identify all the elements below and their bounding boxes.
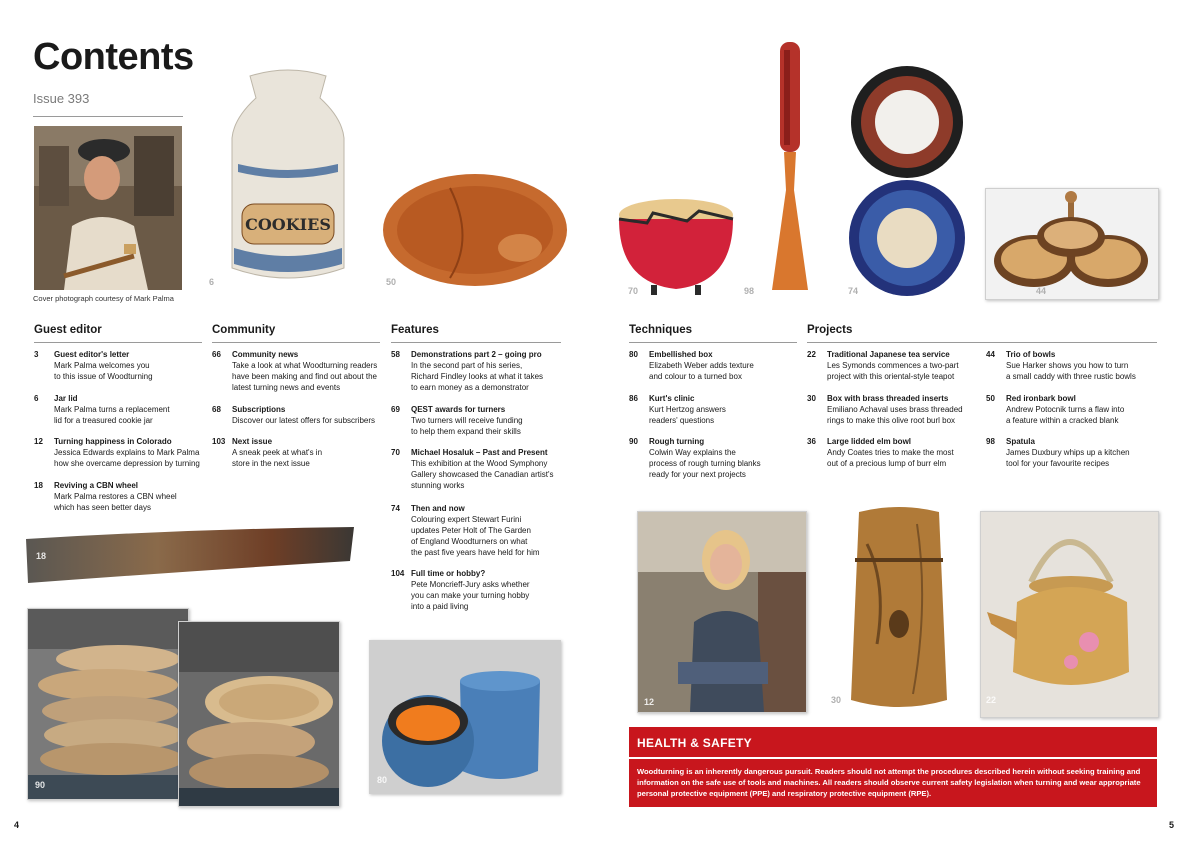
toc-title: Large lidded elm bowl xyxy=(827,437,912,446)
urn-photo xyxy=(847,504,951,712)
toc-title: Next issue xyxy=(232,437,273,446)
toc-title: Michael Hosaluk – Past and Present xyxy=(411,448,548,457)
toc-description: James Duxbury whips up a kitchen tool for your favourite recipes xyxy=(1006,448,1130,468)
toc-entry[interactable] xyxy=(391,447,571,491)
toc-title: Reviving a CBN wheel xyxy=(54,481,139,490)
toc-description: Jessica Edwards explains to Mark Palma how she overcame depression by turning xyxy=(54,448,200,468)
toc-description: Emiliano Achaval uses brass threaded rings to make this olive root burl box xyxy=(827,405,963,425)
toc-entry[interactable] xyxy=(807,393,982,426)
toc-page-number: 74 xyxy=(391,504,400,513)
photo-caption-woman: 12 xyxy=(644,697,655,707)
photo-caption-urn: 30 xyxy=(831,695,842,705)
plates-photo xyxy=(848,66,966,298)
teapot-photo xyxy=(980,511,1159,718)
toc-page-number: 44 xyxy=(986,350,995,359)
toc-title: Traditional Japanese tea service xyxy=(827,350,950,359)
toc-title: Then and now xyxy=(411,504,465,513)
toc-description: Colouring expert Stewart Furini updates Peter Holt of The Garden of England Woodturners on what the past five years have held for him xyxy=(411,515,540,557)
toc-entry[interactable] xyxy=(391,349,571,393)
cbn-wheel-photo xyxy=(24,525,356,587)
toc-page-number: 66 xyxy=(212,350,221,359)
section-rule xyxy=(807,342,1157,343)
photo-caption-stack: 90 xyxy=(35,780,46,790)
toc-description: In the second part of his series, Richard Findley looks at what it takes to earn money as a demonstrator xyxy=(411,361,544,392)
toc-entry[interactable] xyxy=(34,393,204,426)
wooden-bowl-photo xyxy=(380,168,570,290)
toc-page-number: 36 xyxy=(807,437,816,446)
toc-description: Andrew Potocnik turns a flaw into a feature within a cracked blank xyxy=(1006,405,1125,425)
section-heading-projects: Projects xyxy=(807,324,853,336)
photo-caption-jar: 6 xyxy=(209,277,215,287)
toc-page-number: 50 xyxy=(986,394,995,403)
toc-title: Red ironbark bowl xyxy=(1006,394,1076,403)
toc-title: Embellished box xyxy=(649,350,713,359)
toc-description: Mark Palma turns a replacement lid for a treasured cookie jar xyxy=(54,405,170,425)
toc-description: Pete Moncrieff-Jury asks whether you can make your turning hobby into a paid living xyxy=(411,580,530,611)
toc-description: Sue Harker shows you how to turn a small caddy with three rustic bowls xyxy=(1006,361,1136,381)
toc-entry[interactable] xyxy=(629,436,804,480)
toc-page-number: 80 xyxy=(629,350,638,359)
spatula-photo xyxy=(764,40,816,298)
section-heading-features: Features xyxy=(391,324,439,336)
toc-entry[interactable] xyxy=(391,404,571,437)
toc-entry[interactable] xyxy=(986,393,1161,426)
photo-caption-spheres: 80 xyxy=(377,775,388,785)
photo-caption-teapot: 22 xyxy=(986,695,997,705)
toc-title: Trio of bowls xyxy=(1006,350,1056,359)
toc-title: Spatula xyxy=(1006,437,1035,446)
toc-entry[interactable] xyxy=(34,436,209,469)
toc-entry[interactable] xyxy=(391,503,571,558)
toc-entry[interactable] xyxy=(212,436,387,469)
woman-photo xyxy=(637,511,807,713)
photo-caption-bowl: 50 xyxy=(386,277,397,287)
toc-page-number: 30 xyxy=(807,394,816,403)
header-rule xyxy=(33,116,183,117)
section-rule xyxy=(629,342,797,343)
toc-page-number: 18 xyxy=(34,481,43,490)
toc-description: This exhibition at the Wood Symphony Gallery showcased the Canadian artist's stunning works xyxy=(411,459,554,490)
photo-caption-tray: 44 xyxy=(1036,286,1047,296)
toc-entry[interactable] xyxy=(391,568,571,612)
toc-description: Two turners will receive funding to help them expand their skills xyxy=(411,416,523,436)
toc-title: Kurt's clinic xyxy=(649,394,695,403)
bowl-stack-photo-2 xyxy=(178,621,340,807)
tray-photo xyxy=(985,188,1159,300)
toc-page-number: 6 xyxy=(34,394,39,403)
health-safety-heading: HEALTH & SAFETY xyxy=(637,736,752,750)
toc-description: Mark Palma welcomes you to this issue of Woodturning xyxy=(54,361,153,381)
bowl-stack-photo xyxy=(27,608,189,800)
toc-entry[interactable] xyxy=(986,436,1161,469)
section-rule xyxy=(212,342,380,343)
section-heading-community: Community xyxy=(212,324,276,336)
toc-description: Mark Palma restores a CBN wheel which has seen better days xyxy=(54,492,177,512)
toc-entry[interactable] xyxy=(986,349,1161,382)
toc-title: Demonstrations part 2 – going pro xyxy=(411,350,542,359)
toc-title: Community news xyxy=(232,350,299,359)
toc-entry[interactable] xyxy=(807,349,982,382)
toc-description: Take a look at what Woodturning readers have been making and find out about the latest turning news and events xyxy=(232,361,378,392)
page-number-right: 5 xyxy=(1169,820,1175,830)
toc-page-number: 58 xyxy=(391,350,400,359)
toc-entry[interactable] xyxy=(629,349,804,382)
toc-entry[interactable] xyxy=(34,480,204,513)
toc-entry[interactable] xyxy=(212,404,387,426)
toc-description: Colwin Way explains the process of rough turning blanks ready for your next projects xyxy=(649,448,761,479)
toc-title: Full time or hobby? xyxy=(411,569,486,578)
toc-page-number: 90 xyxy=(629,437,638,446)
toc-page-number: 69 xyxy=(391,405,400,414)
photo-caption-wheel: 18 xyxy=(36,551,47,561)
spheres-photo xyxy=(369,640,561,794)
toc-page-number: 98 xyxy=(986,437,995,446)
toc-page-number: 68 xyxy=(212,405,221,414)
section-heading-techniques: Techniques xyxy=(629,324,693,336)
toc-page-number: 104 xyxy=(391,569,405,578)
toc-title: Subscriptions xyxy=(232,405,286,414)
toc-page-number: 22 xyxy=(807,350,816,359)
toc-description: Elizabeth Weber adds texture and colour to a turned box xyxy=(649,361,754,381)
toc-entry[interactable] xyxy=(629,393,804,426)
toc-title: Guest editor's letter xyxy=(54,350,130,359)
toc-page-number: 70 xyxy=(391,448,400,457)
toc-description: Kurt Hertzog answers readers' questions xyxy=(649,405,726,425)
toc-page-number: 86 xyxy=(629,394,638,403)
toc-title: QEST awards for turners xyxy=(411,405,506,414)
photo-caption-spatula: 98 xyxy=(744,286,755,296)
toc-entry[interactable] xyxy=(212,349,387,393)
health-safety-text: Woodturning is an inherently dangerous pursuit. Readers should not attempt the procedures described herein without seeking training and information on the safe use of tools and machines. All readers should observe current safety legislation when turning and wear appropriate personal protective equipment (PPE) and respiratory protective equipment (RPE). xyxy=(637,767,1141,798)
cover-photo xyxy=(34,126,182,290)
svg-text:COOKIES: COOKIES xyxy=(245,215,331,234)
cover-credit: Cover photograph courtesy of Mark Palma xyxy=(33,294,174,303)
toc-description: Andy Coates tries to make the most out of a precious lump of burr elm xyxy=(827,448,954,468)
toc-title: Rough turning xyxy=(649,437,705,446)
section-rule xyxy=(391,342,561,343)
toc-page-number: 103 xyxy=(212,437,226,446)
section-rule xyxy=(34,342,202,343)
toc-entry[interactable] xyxy=(34,349,204,382)
toc-entry[interactable] xyxy=(807,436,982,469)
toc-description: Discover our latest offers for subscribers xyxy=(232,416,376,425)
issue-number: Issue 393 xyxy=(33,91,90,106)
photo-caption-plates: 74 xyxy=(848,286,859,296)
toc-page-number: 12 xyxy=(34,437,43,446)
toc-description: A sneak peek at what's in store in the next issue xyxy=(232,448,323,468)
page-number-left: 4 xyxy=(14,820,20,830)
toc-description: Les Symonds commences a two-part project with this oriental-style teapot xyxy=(827,361,959,381)
red-bowl-photo xyxy=(617,193,735,297)
cookie-jar-photo xyxy=(222,68,354,290)
page-title: Contents xyxy=(33,36,194,78)
toc-page-number: 3 xyxy=(34,350,39,359)
toc-title: Box with brass threaded inserts xyxy=(827,394,949,403)
section-heading-guest-editor: Guest editor xyxy=(34,324,102,336)
toc-title: Jar lid xyxy=(54,394,78,403)
toc-title: Turning happiness in Colorado xyxy=(54,437,172,446)
photo-caption-red-bowl: 70 xyxy=(628,286,639,296)
